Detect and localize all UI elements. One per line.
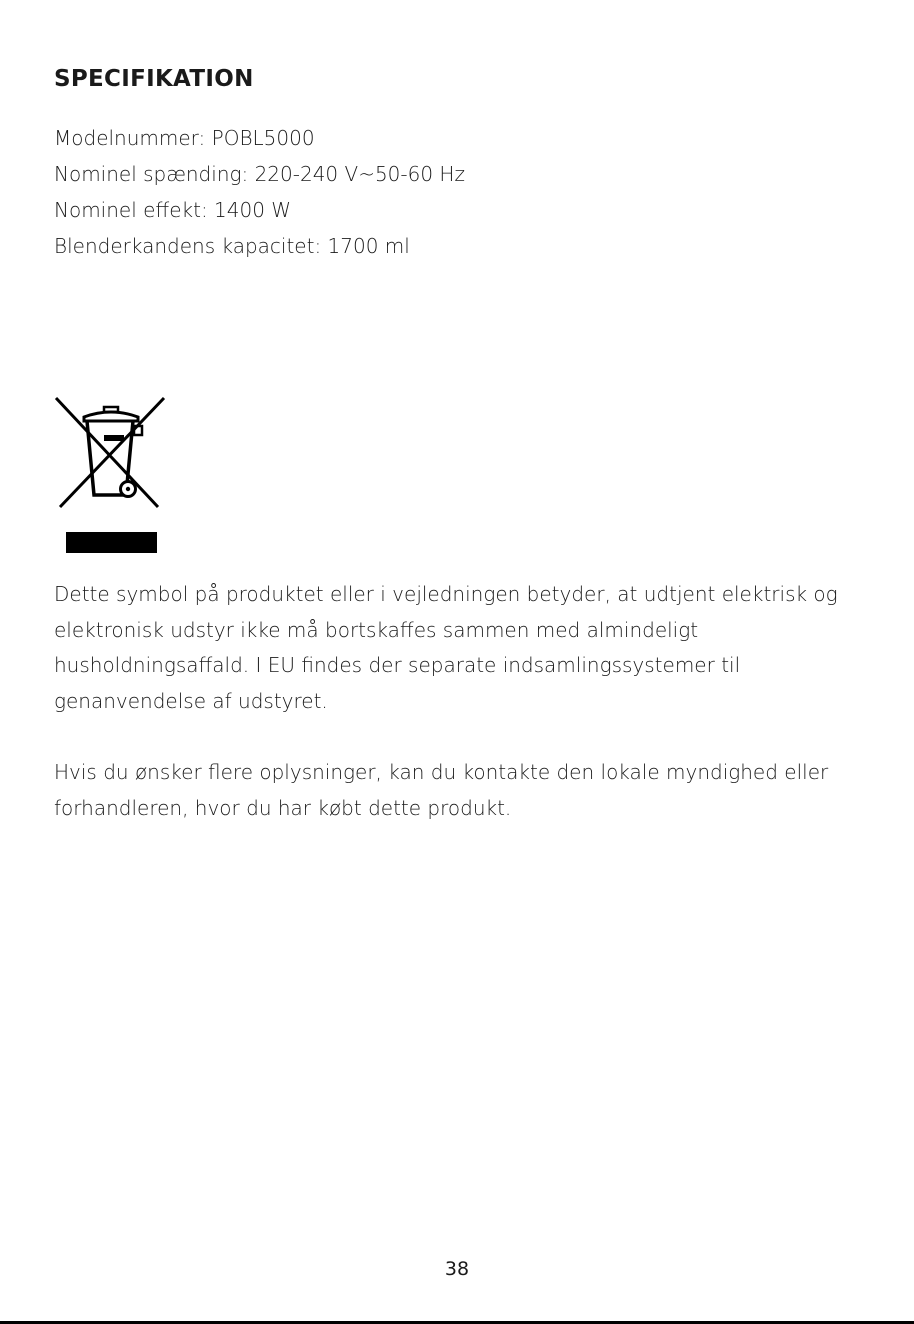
spec-rated-voltage: Nominel spænding: 220-240 V~50-60 Hz [54,162,465,186]
spec-rated-power: Nominel effekt: 1400 W [54,198,292,222]
contact-info-paragraph: Hvis du ønsker flere oplysninger, kan du kontakte den lokale myndighed eller forhandleren, hvor du har købt dette produkt. [54,760,829,820]
page-number: 38 [444,1258,470,1280]
section-heading: SPECIFIKATION [54,66,254,92]
spec-jar-capacity: Blenderkandens kapacitet: 1700 ml [54,234,410,258]
spec-list [54,120,465,264]
weee-disposal-paragraph: Dette symbol på produktet eller i vejledningen betyder, at udtjent elektrisk og elektronisk udstyr ikke må bortskaffes sammen med almindeligt husholdningsaffald. I EU findes der separate indsamlingssystemer til genanvendelse af udstyret. [54,582,838,713]
spec-model-number: Modelnummer: POBL5000 [54,126,315,150]
crossed-out-wheelie-bin-icon [54,395,166,555]
